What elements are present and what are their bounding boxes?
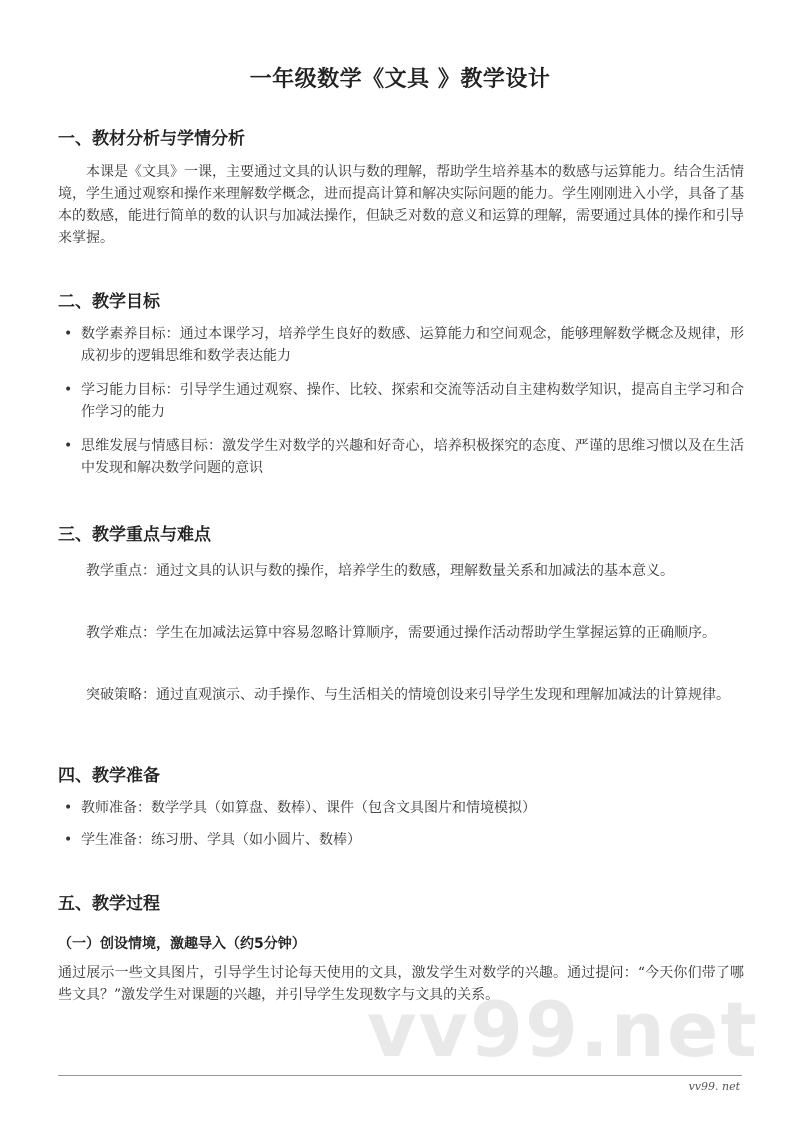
- list-item: [58, 829, 744, 851]
- list-item-text: 学生准备：练习册、学具（如小圆片、数棒）: [81, 832, 361, 848]
- bullet-icon: •: [64, 800, 73, 816]
- list-item-text: 思维发展与情感目标：激发学生对数学的兴趣和好奇心，培养积极探究的态度、严谨的思维习惯以及在生活中发现和解决数学问题的意识: [81, 438, 744, 476]
- subsection-heading: （一）创设情境，激趣导入（约5分钟）: [58, 936, 306, 952]
- difficulties-paragraph: 教学难点：学生在加减法运算中容易忽略计算顺序，需要通过操作活动帮助学生掌握运算的正确顺序。: [86, 625, 716, 641]
- footer-divider: [58, 1075, 742, 1076]
- list-item-text: 数学素养目标：通过本课学习，培养学生良好的数感、运算能力和空间观念，能够理解数学概念及规律，形成初步的逻辑思维和数学表达能力: [81, 326, 744, 364]
- footer-site-label: vv99. net: [688, 1080, 740, 1093]
- section-1-paragraph: 本课是《文具》一课，主要通过文具的认识与数的理解，帮助学生培养基本的数感与运算能力。结合生活情境，学生通过观察和操作来理解数学概念，进而提高计算和解决实际问题的能力。学生刚刚进入小学，具备了基本的数感，能进行简单的数的认识与加减法操作，但缺乏对数的意义和运算的理解，需要通过具体的操作和引导来掌握。: [58, 164, 744, 246]
- strategy-paragraph: 突破策略：通过直观演示、动手操作、与生活相关的情境创设来引导学生发现和理解加减法的计算规律。: [86, 687, 730, 703]
- bullet-icon: •: [64, 832, 73, 848]
- subsection-paragraph: 通过展示一些文具图片，引导学生讨论每天使用的文具，激发学生对数学的兴趣。通过提问：“今天你们带了哪些文具？”激发学生对课题的兴趣，并引导学生发现数字与文具的关系。: [58, 965, 744, 1003]
- list-item: [58, 797, 744, 819]
- preparation-list: [58, 797, 744, 851]
- page-title: 一年级数学《文具 》教学设计: [249, 67, 551, 92]
- list-item-text: 学习能力目标：引导学生通过观察、操作、比较、探索和交流等活动自主建构数学知识，提高自主学习和合作学习的能力: [81, 382, 744, 420]
- list-item: [58, 323, 744, 367]
- list-item: [58, 379, 744, 423]
- watermark: vv99.net: [367, 985, 759, 1074]
- objectives-list: [58, 323, 744, 479]
- list-item-text: 教师准备：数学学具（如算盘、数棒）、课件（包含文具图片和情境模拟）: [81, 800, 536, 816]
- section-heading-3: 三、教学重点与难点: [58, 525, 211, 545]
- section-heading-1: 一、教材分析与学情分析: [58, 129, 245, 149]
- key-points-paragraph: 教学重点：通过文具的认识与数的操作，培养学生的数感，理解数量关系和加减法的基本意义。: [86, 563, 674, 579]
- bullet-icon: •: [64, 326, 73, 342]
- section-heading-5: 五、教学过程: [58, 894, 160, 914]
- list-item: [58, 435, 744, 479]
- bullet-icon: •: [64, 438, 73, 454]
- bullet-icon: •: [64, 382, 73, 398]
- section-heading-4: 四、教学准备: [58, 766, 160, 786]
- section-heading-2: 二、教学目标: [58, 292, 160, 312]
